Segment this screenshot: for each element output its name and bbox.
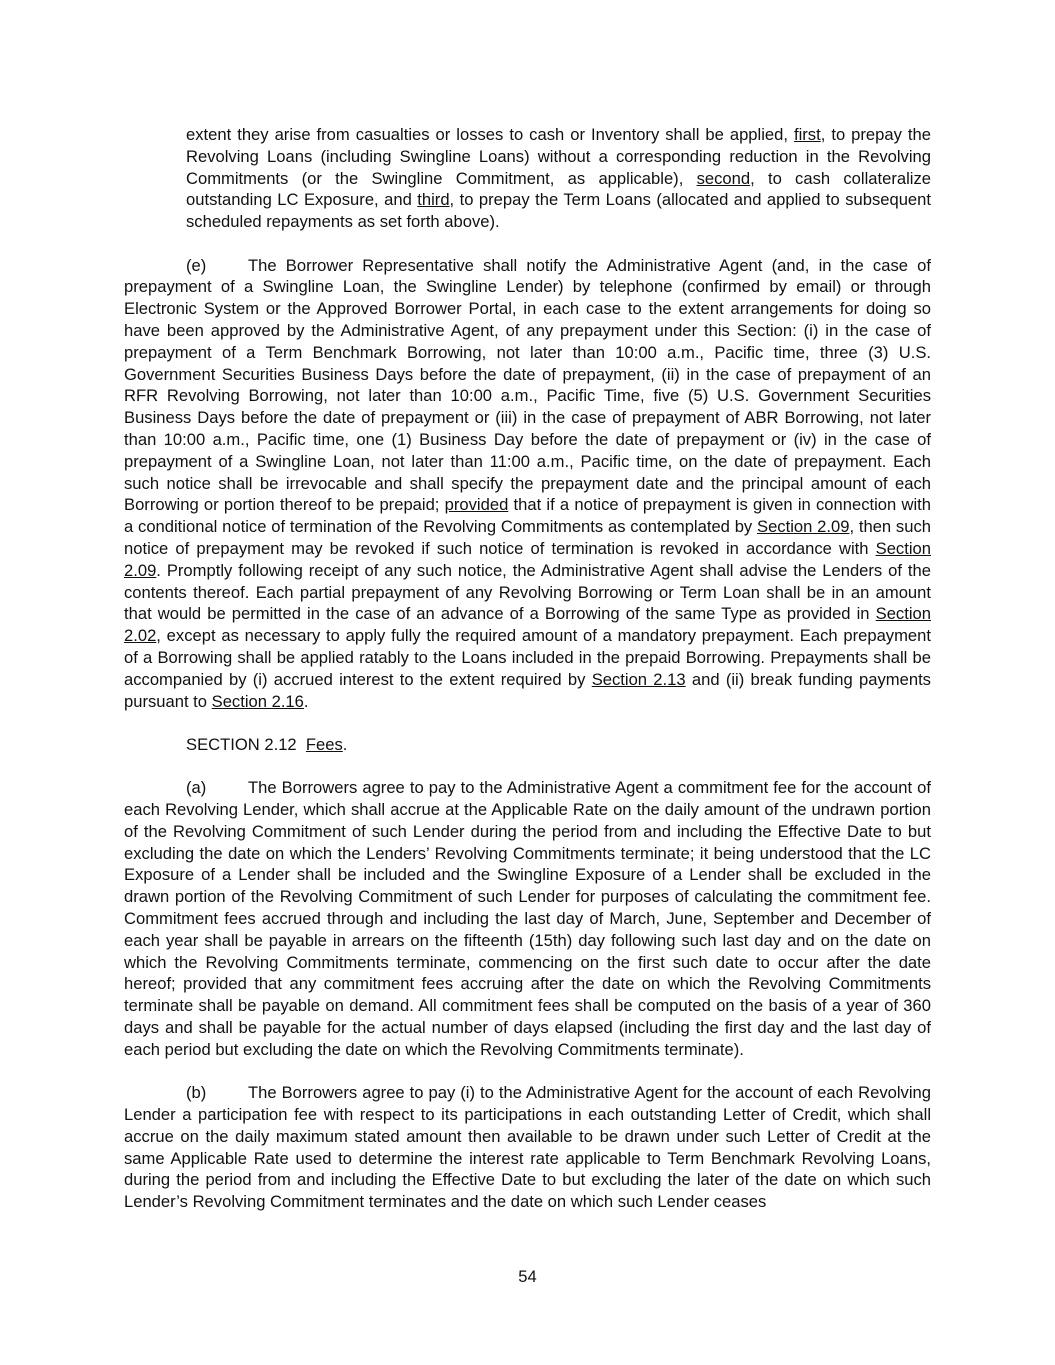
text-run: and (ii) break funding payments pursuant to [124,669,931,711]
section-title-suffix: . [342,734,348,754]
section-title: Fees [305,734,343,754]
text-run: , then such notice of prepayment may be revoked if such notice of termination is revoked in accordance with [124,517,931,558]
paragraph-d-continuation [186,124,931,233]
paragraph-label: (e) [186,255,207,275]
text-run: , to cash collateralize outstanding LC Exposure, and [186,168,931,210]
paragraph-text: The Borrowers agree to pay (i) to the Administrative Agent for the account of each Revolving Lender a participation fee with respect to its participations in each outstanding Letter of Credit, which shall accrue on the daily maximum stated amount then available to be drawn under such Letter of Credit at the same Applicable Rate used to determine the interest rate applicable to Term Benchmark Revolving Loans, during the period from and including the Effective Date to but excluding the later of the date on which such Lender’s Revolving Commitment terminates and the date on which such Lender ceases [124,1083,931,1212]
text-run: that if a notice of prepayment is given in connection with a conditional notice of termination of the Revolving Commitments as contemplated by [124,495,931,537]
section-reference: Section 2.09 [124,538,931,580]
text-run: . [303,691,309,711]
page-number: 54 [518,1267,537,1286]
section-reference: Section 2.16 [211,691,304,711]
text-run: . Promptly following receipt of any such notice, the Administrative Agent shall advise the Lenders of the contents thereof. Each partial prepayment of any Revolving Borrowing or Term Loan shall be in an amount that would be permitted in the case of an advance of a Borrowing of the same Type as provided in [124,560,931,624]
section-reference: Section 2.13 [591,669,686,689]
section-heading [186,734,931,756]
text-run: The Borrower Representative shall notify the Administrative Agent (and, in the case of prepayment of a Swingline Loan, the Swingline Lender) by telephone (confirmed by email) or through Electronic System or the Approved Borrower Portal, in each case to the extent arrangements for doing so have been approved by the Administrative Agent, of any prepayment under this Section: (i) in the case of prepayment of a Term Benchmark Borrowing, not later than 10:00 a.m., Pacific time, three (3) U.S. Government Securities Business Days before the date of prepayment, (ii) in the case of prepayment of an RFR Revolving Borrowing, not later than 10:00 a.m., Pacific Time, five (5) U.S. Government Securities Business Days before the date of prepayment or (iii) in the case of prepayment of ABR Borrowing, not later than 10:00 a.m., Pacific time, one (1) Business Day before the date of prepayment or (iv) in the case of prepayment of a Swingline Loan, not later than 11:00 a.m., Pacific time, on the date of prepayment. Each such notice shall be irrevocable and shall specify the prepayment date and the principal amount of each Borrowing or portion thereof to be prepaid; [124,255,931,515]
underlined-term-first: first [793,125,821,144]
paragraph-a [124,777,931,1060]
text-run: extent they arise from casualties or losses to cash or Inventory shall be applied, [186,125,794,144]
document-page [124,124,931,1235]
paragraph-b [124,1082,931,1213]
section-reference: Section 2.09 [757,517,850,537]
paragraph-label: (b) [186,1083,207,1103]
text-run: , to prepay the Term Loans (allocated and applied to subsequent scheduled repayments as set forth above). [186,190,931,232]
underlined-term-provided: provided [444,495,509,515]
underlined-term-third: third [417,190,450,210]
paragraph-text: The Borrowers agree to pay to the Administrative Agent a commitment fee for the account of each Revolving Lender, which shall accrue at the Applicable Rate on the daily amount of the undrawn portion of the Revolving Commitment of such Lender during the period from and including the Effective Date to but excluding the date on which the Lenders’ Revolving Commitments terminate; it being understood that the LC Exposure of a Lender shall be included and the Swingline Exposure of a Lender shall be excluded in the drawn portion of the Revolving Commitment of such Lender for purposes of calculating the commitment fee. Commitment fees accrued through and including the last day of March, June, September and December of each year shall be payable in arrears on the fifteenth (15th) day following such last day and on the date on which the Revolving Commitments terminate, commencing on the first such date to occur after the date hereof; provided that any commitment fees accruing after the date on which the Revolving Commitments terminate shall be payable on demand. All commitment fees shall be computed on the basis of a year of 360 days and shall be payable for the actual number of days elapsed (including the first day and the last day of each period but excluding the date on which the Revolving Commitments terminate). [124,778,931,1059]
section-number: SECTION 2.12 [186,734,297,754]
text-run: , to prepay the Revolving Loans (including Swingline Loans) without a corresponding reduction in the Revolving Commitments (or the Swingline Commitment, as applicable), [186,125,931,188]
text-run: , except as necessary to apply fully the required amount of a mandatory prepayment. Each prepayment of a Borrowing shall be applied ratably to the Loans included in the prepaid Borrowing. Prepayments shall be accompanied by (i) accrued interest to the extent required by [124,626,931,689]
underlined-term-second: second [696,168,751,188]
paragraph-label: (a) [186,778,207,798]
section-reference: Section 2.02 [124,604,931,646]
paragraph-e [124,255,931,713]
